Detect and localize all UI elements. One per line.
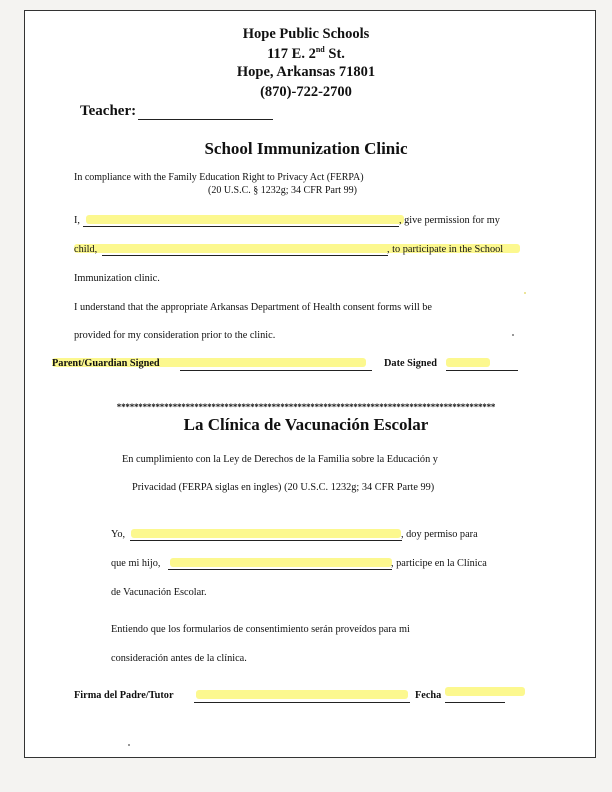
spanish-de-vacunacion: de Vacunación Escolar. (111, 587, 207, 598)
parent-guardian-signed-label: Parent/Guardian Signed (52, 358, 160, 369)
address-suffix: St. (324, 45, 345, 62)
spanish-guardian-name-field[interactable] (130, 540, 402, 541)
date-signed-label: Date Signed (384, 358, 437, 369)
parent-guardian-signature-field[interactable] (180, 370, 372, 371)
english-i-label: I, (74, 215, 81, 226)
english-compliance-line2: (20 U.S.C. § 1232g; 34 CFR Part 99) (208, 185, 357, 196)
spanish-doy-permiso: , doy permiso para (401, 529, 478, 540)
english-participate: , to participate in the School (387, 244, 504, 255)
scan-speck (128, 744, 130, 746)
english-child-name-field[interactable] (102, 255, 388, 256)
address-superscript: nd (315, 45, 325, 54)
english-immunization-clinic: Immunization clinic. (74, 273, 160, 284)
scan-speck (512, 334, 514, 336)
document-page (24, 10, 596, 758)
spanish-name-highlight (131, 529, 401, 538)
spanish-que-mi-hijo: que mi hijo, (111, 558, 161, 569)
teacher-field[interactable] (138, 119, 273, 120)
spanish-compliance-line1: En cumplimiento con la Ley de Derechos de la Familia sobre la Educación y (122, 454, 438, 465)
english-guardian-name-field[interactable] (83, 226, 399, 227)
fecha-highlight (445, 687, 525, 696)
spanish-child-name-field[interactable] (168, 569, 392, 570)
school-phone: (870)-722-2700 (260, 84, 352, 100)
school-name: Hope Public Schools (242, 26, 370, 42)
teacher-label: Teacher: (80, 103, 137, 119)
english-title: School Immunization Clinic (204, 139, 408, 158)
spanish-signature-highlight (196, 690, 408, 699)
spanish-yo-label: Yo, (111, 529, 126, 540)
english-compliance-line1: In compliance with the Family Education Right to Privacy Act (FERPA) (74, 172, 364, 183)
english-understand-line1: I understand that the appropriate Arkansas Department of Health consent forms will be (74, 302, 432, 313)
english-understand-line2: provided for my consideration prior to the clinic. (74, 330, 276, 341)
english-date-highlight (446, 358, 490, 367)
fecha-field[interactable] (445, 702, 505, 703)
spanish-child-highlight (170, 558, 392, 567)
school-city-state-zip: Hope, Arkansas 71801 (236, 64, 376, 80)
spanish-compliance-line2: Privacidad (FERPA siglas en ingles) (20 U.S.C. 1232g; 34 CFR Parte 99) (132, 482, 435, 493)
spanish-participe: , participe en la Clínica (391, 558, 487, 569)
fecha-label: Fecha (415, 690, 442, 701)
school-address (0, 45, 612, 63)
date-signed-field[interactable] (446, 370, 518, 371)
spanish-entiendo-line1: Entiendo que los formularios de consentimiento serán proveídos para mi (111, 624, 410, 635)
english-give-permission: , give permission for my (399, 215, 500, 226)
address-prefix: 117 E. 2 (267, 45, 316, 62)
scan-speck (524, 292, 526, 294)
spanish-title: La Clínica de Vacunación Escolar (183, 415, 429, 434)
spanish-entiendo-line2: consideración antes de la clínica. (111, 653, 247, 664)
section-divider: **************************************************************************************** (116, 402, 496, 412)
firma-padre-tutor-label: Firma del Padre/Tutor (74, 690, 174, 701)
firma-padre-tutor-field[interactable] (194, 702, 410, 703)
english-name-highlight (86, 215, 404, 224)
english-child-label: child, (74, 244, 98, 255)
